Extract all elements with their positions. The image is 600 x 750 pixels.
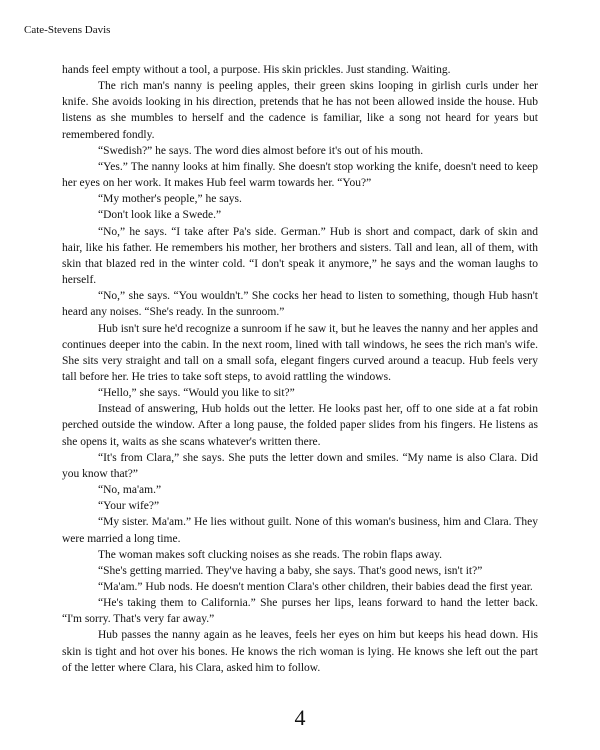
paragraph: Hub isn't sure he'd recognize a sunroom if he saw it, but he leaves the nanny and her apples and continues deeper into the cabin. In the next room, lined with tall windows, he sees the rich man's wife. She sits very straight and tall on a small sofa, elegant fingers curved around a teacup. Hub feels very tall before her. He tries to take soft steps, to avoid rattling the windows. [62,322,538,383]
paragraph: “Swedish?” he says. The word dies almost before it's out of his mouth. [98,144,424,157]
paragraph: “Yes.” The nanny looks at him finally. She doesn't stop working the knife, doesn't need to keep her eyes on her work. It makes Hub feel warm towards her. “You?” [62,160,538,190]
paragraph: hands feel empty without a tool, a purpose. His skin prickles. Just standing. Waiting. [62,64,451,76]
paragraph: The woman makes soft clucking noises as she reads. The robin flaps away. [98,548,442,561]
paragraph: “She's getting married. They've having a baby, she says. That's good news, isn't it?” [98,564,483,577]
page-number: 4 [294,705,306,730]
paragraph: “No, ma'am.” [98,484,162,497]
paragraph: “No,” she says. “You wouldn't.” She cocks her head to listen to something, though Hub hasn't heard any noises. “She's ready. In the sunroom.” [62,290,538,319]
paragraph: “Don't look like a Swede.” [98,209,222,222]
paragraph: “No,” he says. “I take after Pa's side. German.” Hub is short and compact, dark of skin and hair, like his father. He remembers his mother, her brothers and sisters. Tall and lean, all of them, with skin that blazed red in the winter cold. “I don't speak it anymore,” he says and the woman laughs to herself. [62,225,538,287]
paragraph: Instead of answering, Hub holds out the letter. He looks past her, off to one side at a fat robin perched outside the window. After a long pause, the folded paper slides from his fingers. He listens as she opens it, waits as she scans whatever's written there. [62,403,538,448]
paragraph: “It's from Clara,” she says. She puts the letter down and smiles. “My name is also Clara. Did you know that?” [62,451,538,480]
paragraph: “Your wife?” [98,500,160,513]
running-header-author: Cate-Stevens Davis [24,24,111,36]
paragraph: “Hello,” she says. “Would you like to sit?” [98,387,295,400]
paragraph: The rich man's nanny is peeling apples, their green skins looping in girlish curls under her knife. She avoids looking in his direction, pretends that he has not been allowed inside the house. Hub listens as she mumbles to herself and the cadence is familiar, like a song not heard for years but remembered fondly. [62,80,538,141]
paragraph: “Ma'am.” Hub nods. He doesn't mention Clara's other children, their babies dead the first year. [98,581,533,593]
paragraph: “My sister. Ma'am.” He lies without guilt. None of this woman's business, him and Clara. They were married a long time. [62,516,538,545]
body-text [62,62,538,676]
paragraph: Hub passes the nanny again as he leaves, feels her eyes on him but keeps his head down. His skin is tight and hot over his bones. He knows the rich woman is lying. He knows she left out the part of the letter where Clara, his Clara, asked him to follow. [62,629,538,674]
paragraph: “My mother's people,” he says. [98,193,242,206]
paragraph: “He's taking them to California.” She purses her lips, leans forward to hand the letter back. “I'm sorry. That's very far away.” [62,597,538,626]
